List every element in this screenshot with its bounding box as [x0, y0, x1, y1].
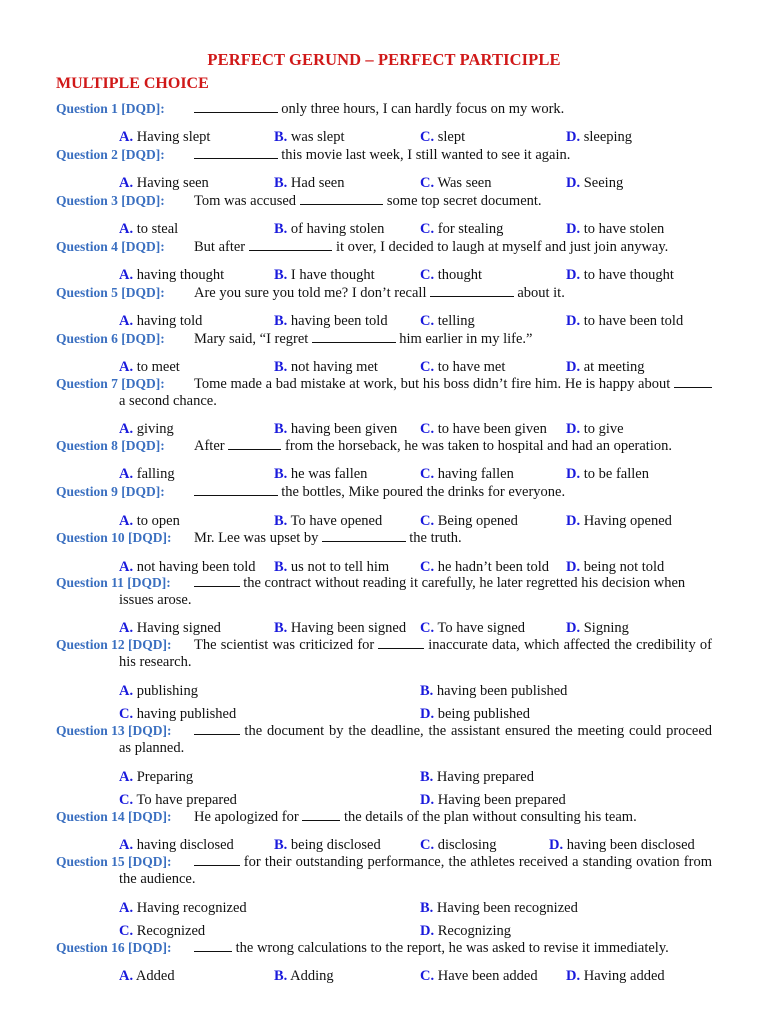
- question-label: Question 9 [DQD]:: [56, 484, 165, 499]
- question-text: this movie last week, I still wanted to see it again.: [194, 146, 712, 164]
- option-text: having disclosed: [133, 837, 234, 853]
- answer-option[interactable]: [420, 792, 566, 809]
- question-text: the document by the deadline, the assistant ensured the meeting could proceed as planned.: [119, 723, 712, 756]
- answer-option[interactable]: [420, 359, 505, 376]
- option-letter: A.: [119, 221, 134, 237]
- answer-option[interactable]: [274, 175, 344, 192]
- option-letter: A.: [119, 129, 134, 145]
- question-label: Question 4 [DQD]:: [56, 239, 165, 254]
- option-letter: D.: [566, 221, 581, 237]
- option-text: I have thought: [287, 267, 375, 283]
- question-label: Question 3 [DQD]:: [56, 193, 165, 208]
- question-text: the contract without reading it carefully, he later regretted his decision when issues arose.: [119, 575, 686, 608]
- question-text: Mr. Lee was upset by the truth.: [194, 530, 462, 546]
- question-text: He apologized for the details of the plan without consulting his team.: [194, 809, 637, 825]
- option-letter: B.: [420, 769, 434, 785]
- option-text: To have prepared: [133, 792, 237, 808]
- option-text: not having met: [287, 359, 378, 375]
- option-letter: C.: [420, 313, 435, 329]
- question-label: Question 6 [DQD]:: [56, 331, 165, 346]
- option-letter: D.: [566, 129, 581, 145]
- question-label: Question 11 [DQD]:: [56, 575, 171, 590]
- option-text: having been published: [433, 683, 568, 699]
- answer-option[interactable]: [420, 900, 578, 917]
- answer-option[interactable]: [566, 968, 665, 985]
- option-letter: D.: [566, 313, 581, 329]
- question-label: Question 15 [DQD]:: [56, 854, 172, 869]
- option-text: Having prepared: [433, 769, 534, 785]
- answer-option[interactable]: [119, 923, 205, 940]
- option-letter: C.: [119, 923, 134, 939]
- answer-option[interactable]: [566, 267, 674, 284]
- answer-option[interactable]: [274, 513, 382, 530]
- option-letter: B.: [420, 683, 434, 699]
- question-text: the wrong calculations to the report, he was asked to revise it immediately.: [194, 939, 712, 957]
- option-text: Adding: [287, 968, 334, 984]
- option-text: telling: [434, 313, 475, 329]
- answer-option[interactable]: [274, 620, 406, 637]
- answer-blank: [302, 808, 340, 821]
- question-label: Question 8 [DQD]:: [56, 438, 165, 453]
- question-text: After from the horseback, he was taken to hospital and had an operation.: [194, 438, 672, 454]
- option-letter: D.: [566, 620, 581, 636]
- question-label: Question 12 [DQD]:: [56, 637, 172, 652]
- option-letter: C.: [420, 175, 435, 191]
- option-letter: C.: [420, 968, 435, 984]
- answer-option[interactable]: [119, 359, 180, 376]
- option-text: being published: [434, 706, 530, 722]
- answer-blank: [194, 722, 240, 735]
- answer-option[interactable]: [119, 706, 236, 723]
- answer-blank: [194, 100, 278, 113]
- option-letter: C.: [420, 221, 435, 237]
- option-letter: A.: [119, 837, 134, 853]
- option-text: Having opened: [580, 513, 672, 529]
- answer-option[interactable]: [566, 359, 645, 376]
- answer-option[interactable]: [274, 267, 375, 284]
- page-title: PERFECT GERUND – PERFECT PARTICIPLE: [207, 50, 561, 69]
- option-text: Had seen: [287, 175, 345, 191]
- option-text: To have signed: [434, 620, 526, 636]
- option-text: Was seen: [434, 175, 492, 191]
- option-letter: C.: [420, 129, 435, 145]
- option-letter: A.: [119, 466, 134, 482]
- option-letter: A.: [119, 559, 134, 575]
- option-text: Preparing: [133, 769, 194, 785]
- option-letter: A.: [119, 968, 134, 984]
- option-letter: A.: [119, 769, 134, 785]
- option-letter: C.: [420, 513, 435, 529]
- answer-option[interactable]: [566, 221, 664, 238]
- option-text: giving: [133, 421, 174, 437]
- option-text: to meet: [133, 359, 180, 375]
- section-heading: MULTIPLE CHOICE: [56, 75, 209, 92]
- question-text: the bottles, Mike poured the drinks for everyone.: [194, 483, 712, 501]
- option-letter: A.: [119, 620, 134, 636]
- option-text: not having been told: [133, 559, 256, 575]
- option-letter: B.: [274, 313, 288, 329]
- option-text: having fallen: [434, 466, 514, 482]
- question-text: The scientist was criticized for inaccurate data, which affected the credibility of his research.: [119, 637, 712, 670]
- option-text: at meeting: [580, 359, 645, 375]
- option-letter: D.: [566, 559, 581, 575]
- option-text: to steal: [133, 221, 179, 237]
- option-letter: B.: [274, 513, 288, 529]
- option-text: he hadn’t been told: [434, 559, 550, 575]
- option-text: having been given: [287, 421, 398, 437]
- option-letter: C.: [420, 421, 435, 437]
- option-letter: B.: [274, 620, 288, 636]
- option-letter: A.: [119, 900, 134, 916]
- answer-blank: [300, 192, 384, 205]
- answer-option[interactable]: [274, 221, 384, 238]
- option-text: Being opened: [434, 513, 518, 529]
- option-text: to have been told: [580, 313, 684, 329]
- option-letter: B.: [274, 421, 288, 437]
- option-text: having been disclosed: [563, 837, 695, 853]
- answer-option[interactable]: [119, 221, 178, 238]
- answer-blank: [194, 574, 240, 587]
- option-text: falling: [133, 466, 175, 482]
- option-letter: B.: [274, 221, 288, 237]
- answer-option[interactable]: [420, 221, 503, 238]
- answer-option[interactable]: [420, 313, 475, 330]
- option-text: Having been signed: [287, 620, 407, 636]
- answer-option[interactable]: [119, 129, 210, 146]
- option-letter: D.: [566, 513, 581, 529]
- answer-option[interactable]: [549, 837, 695, 854]
- answer-option[interactable]: [119, 968, 175, 985]
- option-letter: C.: [119, 706, 134, 722]
- answer-option[interactable]: [274, 421, 397, 438]
- option-letter: C.: [420, 559, 435, 575]
- answer-option[interactable]: [420, 129, 465, 146]
- answer-option[interactable]: [119, 421, 174, 438]
- option-text: having thought: [133, 267, 225, 283]
- option-letter: B.: [274, 267, 288, 283]
- option-text: to be fallen: [580, 466, 649, 482]
- option-letter: D.: [549, 837, 564, 853]
- question-text: Mary said, “I regret him earlier in my life.”: [194, 331, 533, 347]
- question-text: Tome made a bad mistake at work, but his boss didn’t fire him. He is happy about a second chance.: [119, 375, 712, 410]
- question-text: Are you sure you told me? I don’t recall about it.: [194, 285, 565, 301]
- answer-option[interactable]: [119, 466, 175, 483]
- option-text: To have opened: [287, 513, 383, 529]
- answer-blank: [228, 437, 281, 450]
- answer-option[interactable]: [119, 175, 209, 192]
- option-text: disclosing: [434, 837, 497, 853]
- answer-option[interactable]: [119, 792, 237, 809]
- option-letter: A.: [119, 359, 134, 375]
- option-letter: A.: [119, 175, 134, 191]
- option-text: us not to tell him: [287, 559, 390, 575]
- option-text: sleeping: [580, 129, 633, 145]
- answer-blank: [194, 483, 278, 496]
- question-label: Question 14 [DQD]:: [56, 809, 172, 824]
- question-text: But after it over, I decided to laugh at myself and just join anyway.: [194, 239, 669, 255]
- answer-option[interactable]: [119, 620, 221, 637]
- answer-option[interactable]: [566, 513, 672, 530]
- option-letter: C.: [119, 792, 134, 808]
- answer-option[interactable]: [274, 129, 344, 146]
- option-text: Having been prepared: [434, 792, 566, 808]
- answer-blank: [312, 330, 396, 343]
- answer-option[interactable]: [119, 683, 198, 700]
- answer-blank: [378, 636, 424, 649]
- option-letter: A.: [119, 267, 134, 283]
- option-text: Have been added: [434, 968, 538, 984]
- option-letter: D.: [420, 792, 435, 808]
- question-label: Question 2 [DQD]:: [56, 147, 165, 162]
- option-letter: B.: [274, 359, 288, 375]
- option-letter: B.: [274, 466, 288, 482]
- question-label: Question 7 [DQD]:: [56, 376, 165, 391]
- answer-option[interactable]: [420, 267, 482, 284]
- question-text: Tom was accused some top secret document.: [194, 193, 542, 209]
- answer-option[interactable]: [420, 466, 514, 483]
- option-letter: B.: [420, 900, 434, 916]
- option-text: Added: [133, 968, 175, 984]
- option-letter: B.: [274, 837, 288, 853]
- option-letter: A.: [119, 683, 134, 699]
- option-text: slept: [434, 129, 466, 145]
- answer-option[interactable]: [420, 683, 567, 700]
- option-text: being not told: [580, 559, 665, 575]
- option-text: having published: [133, 706, 237, 722]
- question-label: Question 16 [DQD]:: [56, 940, 172, 955]
- option-letter: B.: [274, 968, 288, 984]
- option-letter: D.: [566, 466, 581, 482]
- option-letter: B.: [274, 175, 288, 191]
- option-letter: C.: [420, 466, 435, 482]
- option-text: having told: [133, 313, 203, 329]
- option-letter: C.: [420, 837, 435, 853]
- question-label: Question 13 [DQD]:: [56, 723, 172, 738]
- option-text: Recognized: [133, 923, 206, 939]
- question-label: Question 5 [DQD]:: [56, 285, 165, 300]
- option-text: Having seen: [133, 175, 209, 191]
- option-letter: C.: [420, 267, 435, 283]
- option-text: of having stolen: [287, 221, 385, 237]
- option-letter: D.: [420, 706, 435, 722]
- option-text: to have thought: [580, 267, 674, 283]
- option-text: Having been recognized: [433, 900, 578, 916]
- answer-option[interactable]: [119, 769, 193, 786]
- answer-blank: [194, 853, 240, 866]
- answer-option[interactable]: [420, 837, 497, 854]
- option-letter: A.: [119, 513, 134, 529]
- answer-option[interactable]: [566, 620, 629, 637]
- option-text: was slept: [287, 129, 345, 145]
- option-letter: D.: [566, 968, 581, 984]
- answer-option[interactable]: [119, 513, 180, 530]
- option-letter: B.: [274, 129, 288, 145]
- option-letter: A.: [119, 313, 134, 329]
- answer-option[interactable]: [420, 706, 530, 723]
- question-label: Question 10 [DQD]:: [56, 530, 172, 545]
- question-text: only three hours, I can hardly focus on my work.: [194, 100, 712, 118]
- question-label: Question 1 [DQD]:: [56, 101, 165, 116]
- option-letter: B.: [274, 559, 288, 575]
- answer-blank: [674, 375, 712, 388]
- option-text: for stealing: [434, 221, 504, 237]
- option-letter: D.: [566, 359, 581, 375]
- answer-option[interactable]: [274, 466, 367, 483]
- answer-option[interactable]: [420, 620, 525, 637]
- option-text: Having added: [580, 968, 665, 984]
- option-letter: C.: [420, 620, 435, 636]
- answer-option[interactable]: [274, 359, 378, 376]
- option-letter: C.: [420, 359, 435, 375]
- option-text: Having recognized: [133, 900, 247, 916]
- option-text: to have stolen: [580, 221, 665, 237]
- answer-option[interactable]: [420, 175, 491, 192]
- option-text: Having slept: [133, 129, 211, 145]
- answer-option[interactable]: [420, 513, 518, 530]
- answer-option[interactable]: [566, 466, 649, 483]
- answer-blank: [249, 238, 333, 251]
- answer-option[interactable]: [274, 837, 381, 854]
- option-text: Seeing: [580, 175, 624, 191]
- question-text: for their outstanding performance, the athletes received a standing ovation from the audience.: [119, 854, 712, 887]
- answer-option[interactable]: [420, 769, 534, 786]
- answer-option[interactable]: [420, 968, 538, 985]
- answer-blank: [322, 529, 406, 542]
- answer-option[interactable]: [119, 900, 247, 917]
- option-text: Recognizing: [434, 923, 512, 939]
- answer-option[interactable]: [119, 837, 234, 854]
- option-letter: D.: [566, 421, 581, 437]
- answer-option[interactable]: [274, 313, 388, 330]
- answer-option[interactable]: [566, 129, 632, 146]
- answer-option[interactable]: [566, 175, 623, 192]
- answer-option[interactable]: [420, 421, 547, 438]
- option-text: thought: [434, 267, 483, 283]
- option-letter: D.: [566, 175, 581, 191]
- option-text: to have been given: [434, 421, 547, 437]
- answer-blank: [194, 146, 278, 159]
- answer-option[interactable]: [274, 968, 334, 985]
- option-text: having been told: [287, 313, 388, 329]
- option-text: to have met: [434, 359, 506, 375]
- option-text: Signing: [580, 620, 629, 636]
- option-text: being disclosed: [287, 837, 381, 853]
- answer-option[interactable]: [566, 313, 683, 330]
- answer-option[interactable]: [566, 421, 624, 438]
- option-letter: D.: [566, 267, 581, 283]
- answer-option[interactable]: [420, 923, 511, 940]
- option-letter: D.: [420, 923, 435, 939]
- answer-option[interactable]: [119, 267, 224, 284]
- option-letter: A.: [119, 421, 134, 437]
- option-text: Having signed: [133, 620, 221, 636]
- answer-option[interactable]: [119, 313, 202, 330]
- option-text: publishing: [133, 683, 198, 699]
- option-text: to open: [133, 513, 180, 529]
- answer-blank: [430, 284, 514, 297]
- option-text: to give: [580, 421, 624, 437]
- option-text: he was fallen: [287, 466, 368, 482]
- answer-blank: [194, 939, 232, 952]
